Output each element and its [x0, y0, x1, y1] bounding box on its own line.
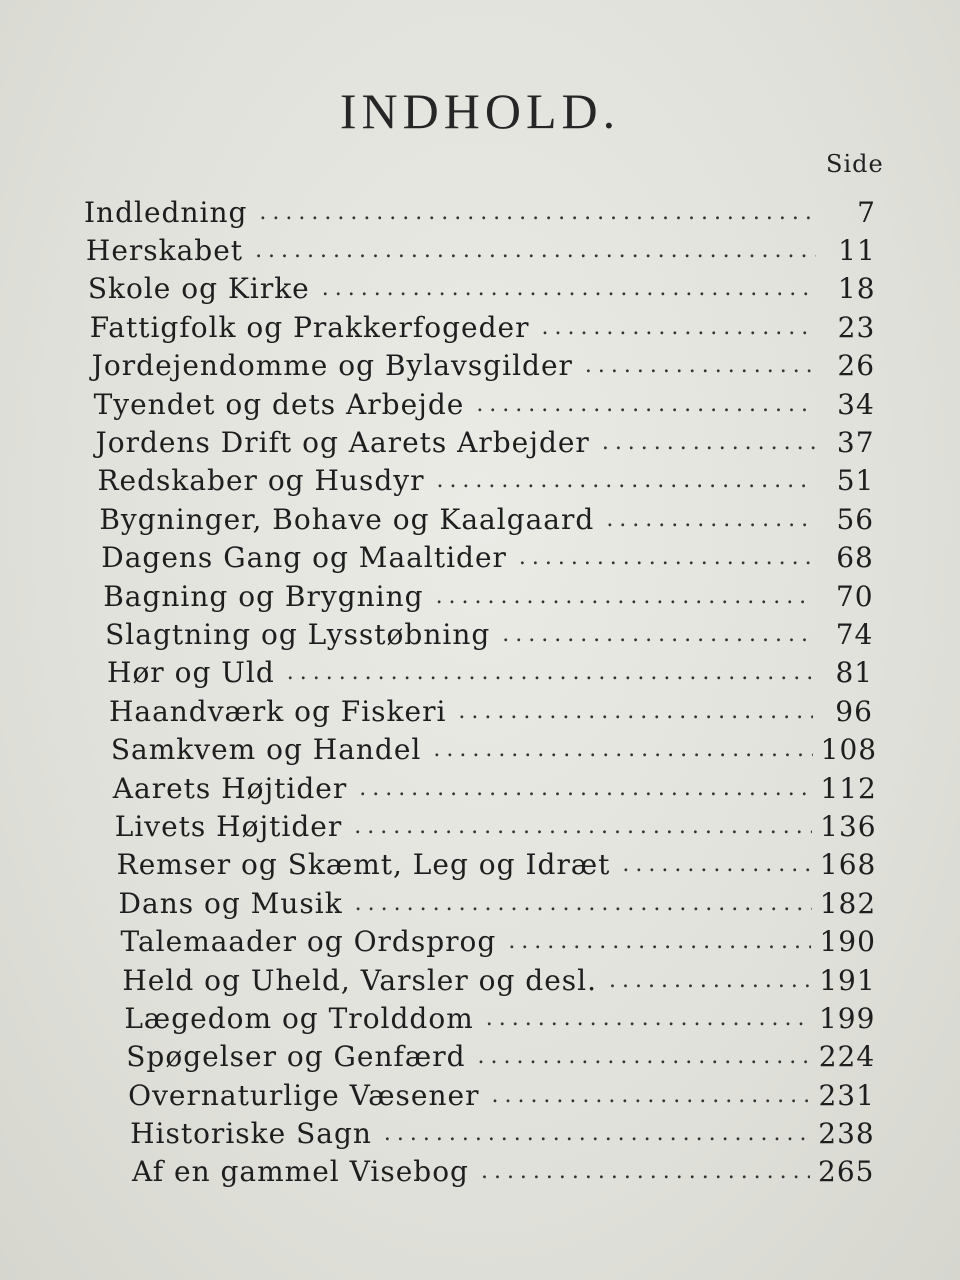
toc-entry-title: Jordejendomme og Bylavsgilder [91, 349, 573, 383]
toc-entry-title: Dans og Musik [118, 886, 343, 920]
dot-leader [359, 776, 812, 801]
dot-leader [259, 200, 816, 225]
dot-leader [384, 1121, 810, 1146]
toc-entry [0, 807, 960, 845]
dot-leader [602, 430, 815, 455]
toc-entry [0, 654, 960, 692]
dot-leader [355, 891, 812, 916]
page-column-label: Side [826, 150, 884, 178]
dot-leader [481, 1159, 810, 1184]
toc-entry [0, 193, 960, 231]
toc-entry [0, 308, 960, 346]
toc-entry-page-number: 68 [836, 541, 874, 575]
toc-entry-page-number: 18 [837, 272, 876, 306]
toc-entry-title: Redskaber og Husdyr [97, 464, 425, 498]
dot-leader [255, 238, 816, 263]
toc-entry-page-number: 168 [819, 848, 877, 882]
toc-entry-title: Indledning [84, 195, 248, 229]
toc-entry-page-number: 191 [819, 963, 876, 997]
toc-entry [0, 769, 960, 807]
toc-entry-page-number: 26 [837, 349, 876, 383]
dot-leader [436, 584, 814, 609]
dot-leader [622, 852, 812, 877]
toc-entry-title: Herskabet [85, 234, 244, 268]
toc-entry-page-number: 51 [836, 464, 875, 498]
toc-entry-page-number: 182 [819, 886, 877, 920]
toc-entry-page-number: 34 [837, 387, 875, 421]
dot-leader [458, 699, 812, 724]
dot-leader [508, 929, 811, 954]
dot-leader [486, 1006, 811, 1031]
toc-entry-page-number: 96 [835, 694, 873, 728]
toc-entry [0, 423, 960, 461]
dot-leader [322, 276, 816, 301]
page-title: INDHOLD. [339, 83, 621, 139]
dot-leader [476, 392, 815, 417]
toc-entry-page-number: 136 [820, 809, 877, 843]
toc-entry [0, 884, 960, 922]
toc-entry [0, 615, 960, 653]
toc-entry-page-number: 23 [837, 310, 876, 344]
toc-entry-page-number: 108 [820, 733, 878, 767]
dot-leader [609, 968, 811, 993]
toc-entry-title: Remser og Skæmt, Leg og Idræt [116, 848, 611, 882]
toc-entry-title: Haandværk og Fiskeri [108, 694, 447, 728]
toc-entry-page-number: 70 [835, 579, 874, 613]
toc-entry [0, 1076, 960, 1114]
toc-entry-title: Tyendet og dets Arbejde [93, 387, 465, 421]
toc-entry [0, 1038, 960, 1076]
toc-entry [0, 385, 960, 423]
toc-entry-page-number: 81 [835, 656, 874, 690]
dot-leader [491, 1083, 810, 1108]
toc-entry-title: Bagning og Brygning [103, 579, 424, 613]
toc-entry-title: Slagtning og Lysstøbning [105, 617, 491, 651]
toc-entry [0, 1114, 960, 1152]
dot-leader [287, 660, 813, 685]
toc-entry-title: Spøgelser og Genfærd [126, 1040, 466, 1074]
toc-entry-page-number: 199 [818, 1001, 876, 1035]
toc-entry-page-number: 112 [820, 771, 877, 805]
toc-entry [0, 347, 960, 385]
toc-entry-title: Skole og Kirke [87, 272, 310, 306]
toc-entry [0, 846, 960, 884]
toc-entry-title: Held og Uheld, Varsler og desl. [122, 963, 598, 997]
toc-entry-page-number: 190 [819, 925, 876, 959]
toc-entry [0, 539, 960, 577]
toc-entry-page-number: 224 [818, 1040, 876, 1074]
toc-entry [0, 730, 960, 768]
toc-entry-title: Samkvem og Handel [110, 733, 422, 767]
toc-entry-title: Overnaturlige Væsener [128, 1078, 480, 1112]
toc-entry-page-number: 7 [857, 195, 876, 229]
table-of-contents [0, 193, 960, 1191]
toc-entry-title: Jordens Drift og Aarets Arbejder [95, 426, 590, 460]
toc-entry-page-number: 231 [818, 1078, 875, 1112]
dot-leader [541, 315, 815, 340]
toc-entry-page-number: 238 [818, 1117, 875, 1151]
toc-entry-title: Fattigfolk og Prakkerfogeder [89, 310, 530, 344]
dot-leader [436, 468, 814, 493]
toc-entry-page-number: 265 [818, 1155, 875, 1189]
toc-entry-page-number: 37 [836, 426, 875, 460]
toc-entry-title: Lægedom og Trolddom [124, 1001, 474, 1035]
toc-entry [0, 231, 960, 269]
toc-entry [0, 270, 960, 308]
dot-leader [354, 814, 812, 839]
toc-entry-title: Bygninger, Bohave og Kaalgaard [99, 502, 595, 536]
toc-entry-title: Historiske Sagn [130, 1117, 372, 1151]
toc-entry-title: Aarets Højtider [112, 771, 348, 805]
toc-entry-title: Livets Højtider [114, 809, 343, 843]
dot-leader [433, 737, 812, 762]
toc-entry [0, 922, 960, 960]
toc-entry [0, 961, 960, 999]
toc-entry [0, 577, 960, 615]
toc-entry [0, 1153, 960, 1191]
toc-entry [0, 500, 960, 538]
toc-entry [0, 692, 960, 730]
dot-leader [519, 545, 814, 570]
toc-entry-page-number: 56 [836, 502, 875, 536]
toc-entry [0, 462, 960, 500]
toc-entry [0, 999, 960, 1037]
dot-leader [585, 353, 815, 378]
dot-leader [606, 507, 814, 532]
dot-leader [502, 622, 813, 647]
toc-entry-title: Dagens Gang og Maaltider [101, 541, 507, 575]
toc-entry-page-number: 11 [838, 234, 876, 268]
toc-entry-title: Talemaader og Ordsprog [120, 925, 497, 959]
toc-entry-page-number: 74 [835, 617, 874, 651]
toc-entry-title: Hør og Uld [107, 656, 275, 690]
dot-leader [478, 1044, 811, 1069]
toc-entry-title: Af en gammel Visebog [132, 1155, 469, 1189]
